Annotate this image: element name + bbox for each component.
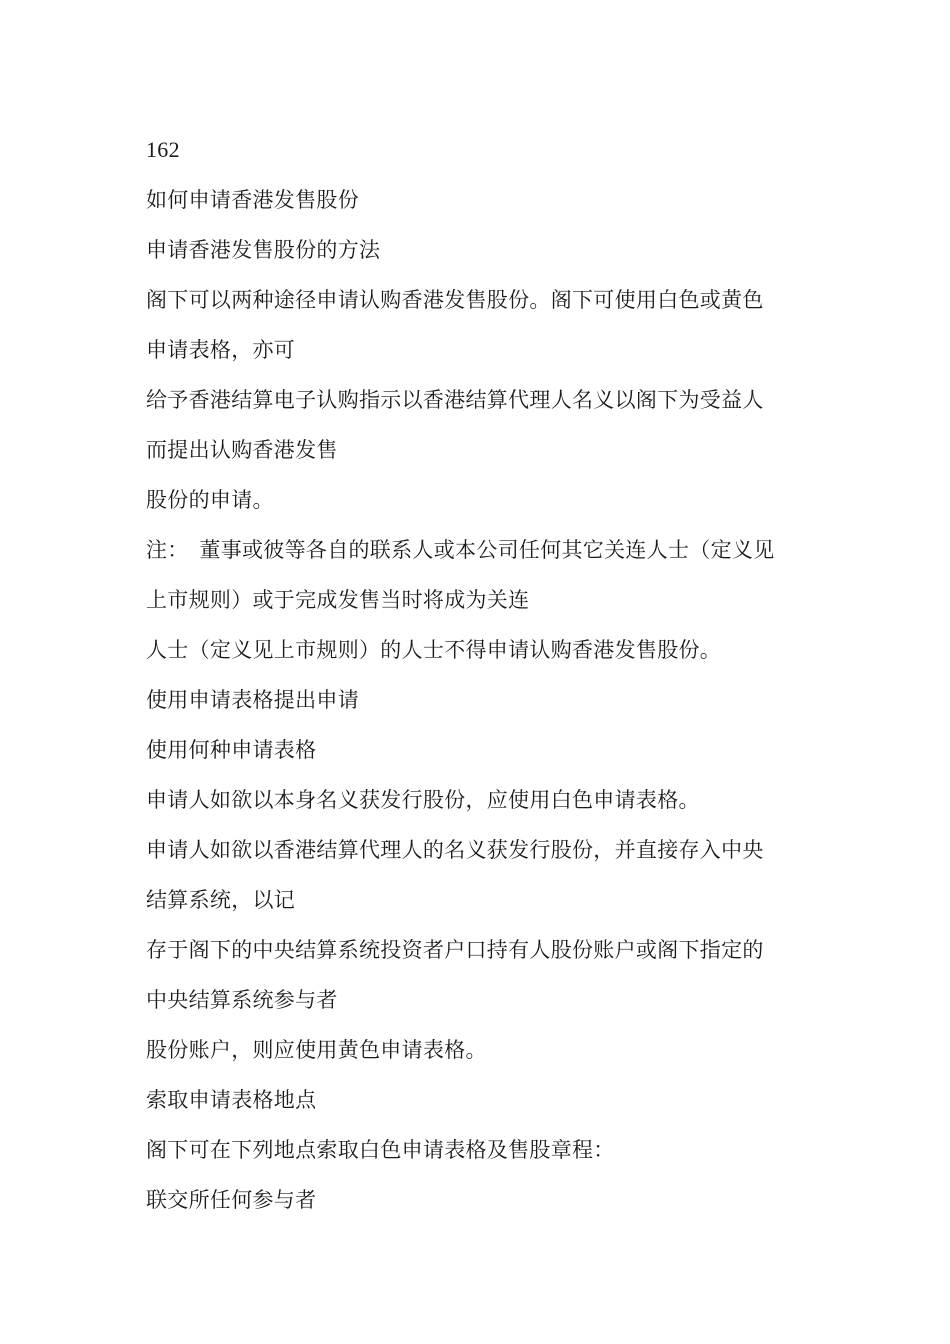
paragraph-line: 给予香港结算电子认购指示以香港结算代理人名义以阁下为受益人 xyxy=(146,388,764,412)
note-line: 注： 董事或彼等各自的联系人或本公司任何其它关连人士（定义见 xyxy=(146,538,775,562)
list-item: 联交所任何参与者 xyxy=(146,1188,317,1212)
note-line: 人士（定义见上市规则）的人士不得申请认购香港发售股份。 xyxy=(146,638,722,662)
subsection-heading: 申请香港发售股份的方法 xyxy=(146,238,381,262)
paragraph-line: 申请表格，亦可 xyxy=(146,338,296,362)
note-line: 上市规则）或于完成发售当时将成为关连 xyxy=(146,588,530,612)
page-number: 162 xyxy=(146,137,180,162)
paragraph-line: 申请人如欲以香港结算代理人的名义获发行股份，并直接存入中央 xyxy=(146,838,764,862)
paragraph-line: 存于阁下的中央结算系统投资者户口持有人股份账户或阁下指定的 xyxy=(146,938,764,962)
paragraph-line: 阁下可在下列地点索取白色申请表格及售股章程： xyxy=(146,1138,615,1162)
paragraph-line: 申请人如欲以本身名义获发行股份，应使用白色申请表格。 xyxy=(146,788,700,812)
paragraph-line: 股份的申请。 xyxy=(146,488,274,512)
subsection-heading: 使用申请表格提出申请 xyxy=(146,688,359,712)
paragraph-line: 股份账户，则应使用黄色申请表格。 xyxy=(146,1038,487,1062)
paragraph-line: 而提出认购香港发售 xyxy=(146,438,338,462)
paragraph-line: 阁下可以两种途径申请认购香港发售股份。阁下可使用白色或黄色 xyxy=(146,288,764,312)
subsection-heading: 使用何种申请表格 xyxy=(146,738,317,762)
paragraph-line: 结算系统，以记 xyxy=(146,888,296,912)
subsection-heading: 索取申请表格地点 xyxy=(146,1088,317,1112)
section-heading: 如何申请香港发售股份 xyxy=(146,188,359,212)
paragraph-line: 中央结算系统参与者 xyxy=(146,988,338,1012)
